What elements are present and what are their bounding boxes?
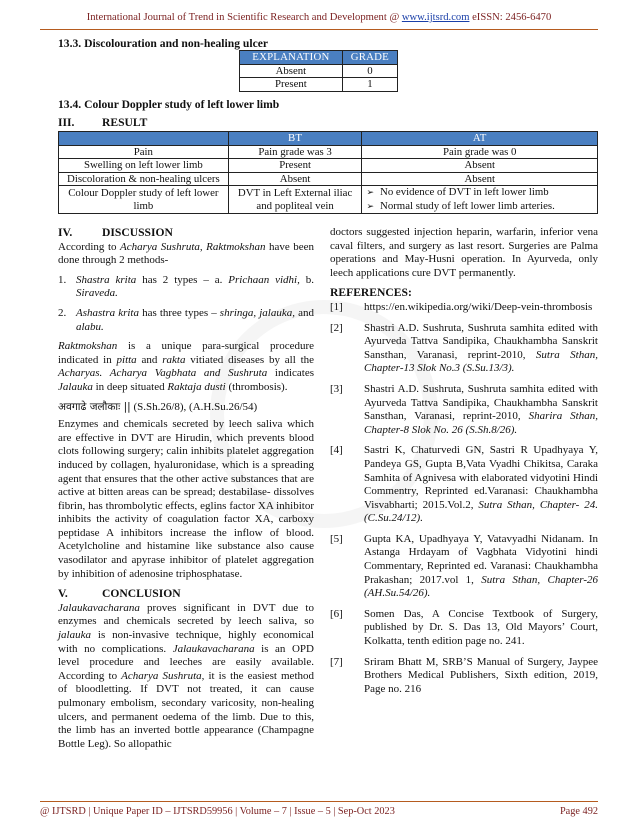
table-cell (362, 186, 598, 214)
table-cell: DVT in Left External iliac and popliteal vein (228, 186, 362, 214)
header-rule (40, 29, 598, 30)
sanskrit-verse: अवगाढे जलौकाः || (S.Sh.26/8), (A.H.Su.26/54) (58, 400, 258, 413)
table-cell: 0 (342, 64, 397, 78)
section-number: 13.3. (58, 37, 82, 50)
section-result-heading (58, 116, 147, 129)
table-row (59, 145, 598, 159)
table-header (59, 132, 229, 146)
table-header-row (59, 132, 598, 146)
reference-item: [5] Gupta KA, Upadhyaya Y, Vatavyadhi Nidanam. In Astanga Hrdayam of Vagbhata Vidyotini hindi Commentary, Reprinted ed. Varanasi: Chaukhambha Prakashan; 2017.vol 1, Sutra Sthan, Chapter-26 (AH.Su.54/26). (330, 532, 598, 600)
journal-issn: eISSN: 2456-6470 (472, 12, 552, 23)
table-cell: 1 (342, 78, 397, 92)
journal-header (0, 12, 638, 23)
section-number: 13.4. (58, 98, 82, 111)
table-header: GRADE (342, 51, 397, 65)
reference-item: [2] Shastri A.D. Sushruta, Sushruta samhita edited with Ayurveda Tattva Sandipika, Chaukhambha Sanskrit Sansthan, Varanasi, reprint-2010, Sutra Sthan, Chapter-13 Slok No.3 (S.Su.13/3). (330, 321, 598, 375)
reference-item: [3] Shastri A.D. Sushruta, Sushruta samhita edited with Ayurveda Tattva Sandipika, Chaukhambha Sanskrit Sansthan, Varanasi, reprint-2010, Sharira Sthan, Chapter-8 Slok No. 26 (S.Sh.8/26). (330, 382, 598, 436)
bullet-line: ➢ No evidence of DVT in left lower limb (366, 186, 549, 198)
table-header: EXPLANATION (240, 51, 343, 65)
table-cell: Pain grade was 3 (228, 145, 362, 159)
arrow-bullet-icon: ➢ (366, 201, 375, 212)
conclusion-paragraph: Jalaukavacharana proves significant in DVT due to enzymes and chemicals secreted by leech saliva, so jalauka is non-invasive technique, highly economical with no complications. Jalaukavacharana is an OPD level procedure and leeches are easily available. According to Acharya Sushruta, it is the easiest method of bloodletting. If DVT not treated, it can cause pulmonary embolism, secondary varicosity, non-healing ulcers, and permanent oedema of the limb. Due to this, the limb has an inverted bottle appearance (Champagne Bottle Leg). So allopathic (58, 601, 314, 750)
reference-item: [6] Somen Das, A Concise Textbook of Surgery, published by Dr. S. Das 13, Old Mayors’ Court, Kolkatta, tenth edition page no. 241. (330, 607, 598, 648)
table-cell: Present (228, 159, 362, 173)
table-cell: Absent (362, 172, 598, 186)
section-number: III. (58, 116, 75, 129)
table-header: AT (362, 132, 598, 146)
conclusion-heading: V. CONCLUSION (58, 587, 181, 601)
table-cell: Present (240, 78, 343, 92)
table-header-row (240, 51, 398, 65)
reference-list (330, 301, 598, 696)
discussion-intro: According to Acharya Sushruta, Raktmokshan have been done through 2 methods- (58, 240, 315, 267)
grade-table (239, 50, 398, 92)
journal-title: International Journal of Trend in Scientific Research and Development @ (86, 12, 400, 23)
discussion-paragraph: Enzymes and chemicals secreted by leech saliva which are effective in DVT are Hirudin, which prevents blood clots following surgery; calin inhibits platelet aggregation induced by collagen, hyaluronidase, which is a spreading agent that ensures that the other active substances that are active at bitten areas can be spread; destabilase- dissolves fibrin, has thrombolytic effects, eglins factor XA inhibitor inhibits the activity of coagulation factor XA, carboxy peptidase A inhibitors increase the inflow of blood. Acetylcholine and histamine like substance also cause vasodilator and apyrase inhibitor of platelet aggregation by inhibition of adenosine triphosphatase. (58, 418, 314, 580)
right-column (330, 226, 598, 703)
table-row (240, 64, 398, 78)
journal-link[interactable]: www.ijtsrd.com (401, 12, 470, 23)
page-number: Page 492 (559, 806, 598, 817)
discussion-paragraph: Raktmokshan is a unique para-surgical procedure indicated in pitta and rakta vitiated diseases by all the Acharyas. Acharya Vagbhata and Sushruta indicates Jalauka in deep situated Raktaja dusti (thrombosis). (58, 340, 315, 393)
table-row (59, 159, 598, 173)
table-cell: Absent (362, 159, 598, 173)
table-cell: Pain grade was 0 (362, 145, 598, 159)
page-footer (40, 806, 598, 817)
reference-item: [1] https://en.wikipedia.org/wiki/Deep-vein-thrombosis (330, 300, 593, 313)
table-cell: Absent (228, 172, 362, 186)
arrow-bullet-icon: ➢ (366, 188, 375, 198)
table-cell: Swelling on left lower limb (59, 159, 229, 173)
reference-item: [7] Sriram Bhatt M, SRB’S Manual of Surgery, Jaypee Brothers Medical Publishers, Sixth edition, 2019, Page no. 216 (330, 655, 598, 695)
section-13-3-heading (58, 37, 268, 50)
section-title: RESULT (102, 116, 148, 129)
reference-item: [4] Sastri K, Chaturvedi GN, Sastri R Upadhyaya Y, Pandeya GS, Gupta B,Vata Vyadhi Chikitsa, Caraka Samhita of Agnivesa with elaborated vidyotini Hindi Commentry, Reprinted ed.Varanasi: Chaukhambha Visvabharti; 2015.Vol.2, Sutra Sthan, Chapter- 24. (C.Su.24/12). (330, 444, 598, 525)
left-column (58, 226, 314, 757)
bullet-line: ➢ Normal study of left lower limb arteries. (366, 199, 555, 212)
footer-rule (40, 801, 598, 802)
conclusion-continued: doctors suggested injection heparin, warfarin, inferior vena caval filters, and surgery as last resort. Surgeries are Palma operations and May-Husni operation. In Ayurveda, only leech applications cure DVT permanently. (330, 226, 598, 279)
section-13-4-heading (58, 98, 279, 111)
discussion-heading: IV. DISCUSSION (58, 226, 173, 239)
list-item: 2. Ashastra krita has three types – shringa, jalauka, and alabu. (58, 306, 314, 333)
footer-info: @ IJTSRD | Unique Paper ID – IJTSRD59956 | Volume – 7 | Issue – 5 | Sep-Oct 2023 (40, 806, 395, 817)
table-row (59, 186, 598, 214)
table-cell: Pain (59, 145, 229, 159)
table-row (59, 172, 598, 186)
table-row (240, 78, 398, 92)
reference-link[interactable]: https://en.wikipedia.org/wiki/Deep-vein-thrombosis (364, 300, 593, 313)
table-cell: Discoloration & non-healing ulcers (59, 172, 229, 186)
table-cell: Colour Doppler study of left lower limb (59, 186, 229, 214)
section-title: Colour Doppler study of left lower limb (84, 98, 280, 111)
list-item: 1. Shastra krita has 2 types – a. Prichaan vidhi, b. Siraveda. (58, 273, 315, 300)
table-header: BT (228, 132, 362, 146)
result-table (58, 131, 598, 214)
section-title: Discolouration and non-healing ulcer (84, 37, 269, 50)
table-cell: Absent (240, 64, 343, 78)
references-heading: REFERENCES: (330, 286, 412, 300)
